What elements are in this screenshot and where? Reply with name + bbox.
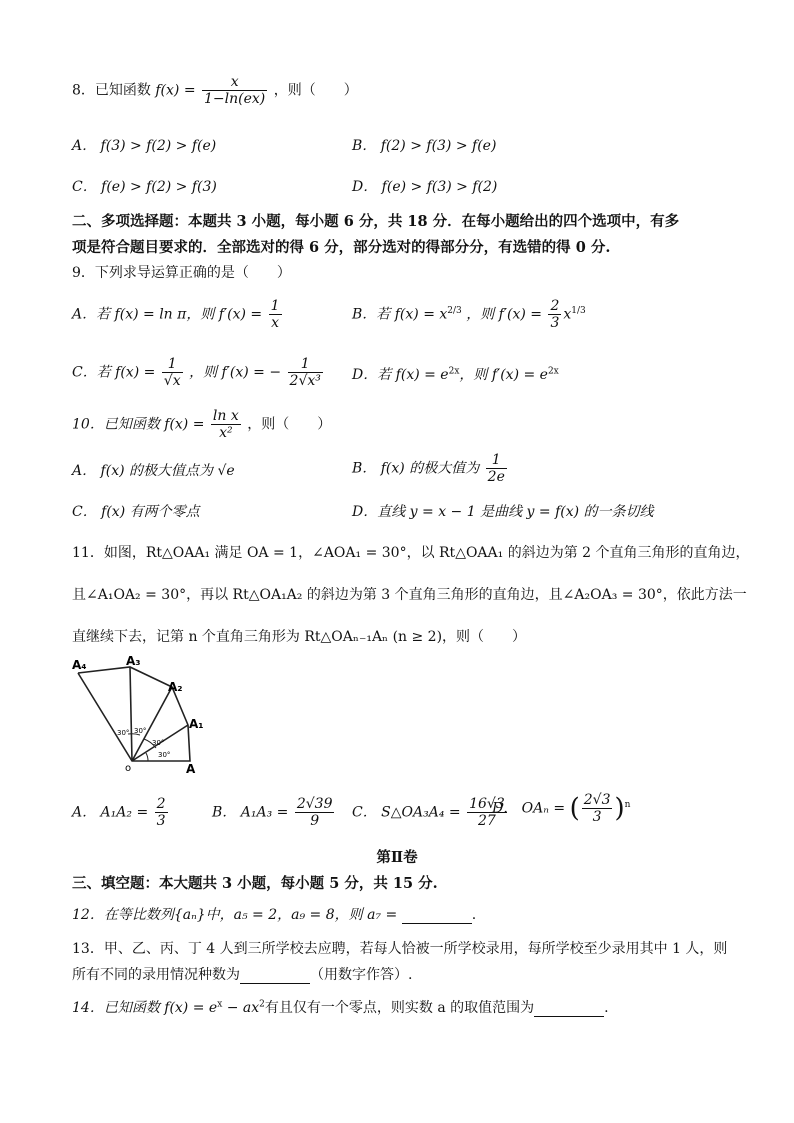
q11-d-text: D． OAₙ = [492, 800, 566, 817]
q11-c-den: 27 [477, 813, 496, 830]
q11-angle-3: 30° [152, 739, 165, 747]
q14 [72, 997, 609, 1017]
q11-c-num: 16√3 [469, 796, 505, 812]
q11-option-d [492, 792, 630, 825]
q11-label-o: o [125, 763, 132, 774]
q10-option-d: D．直线 y = x − 1 是曲线 y = f(x) 的一条切线 [352, 504, 654, 520]
q8-option-b: B． f(2) > f(3) > f(e) [352, 138, 497, 154]
q8-frac-den: 1−ln(ex) [204, 91, 266, 108]
q9-a-text: A．若 f(x) = ln π，则 f′(x) = [72, 306, 263, 323]
q11-figure [70, 655, 220, 775]
q10-option-c: C． f(x) 有两个零点 [72, 504, 200, 520]
q13-line1: 13．甲、乙、丙、丁 4 人到三所学校去应聘，若每人恰被一所学校录用，每所学校至少录用其中 1 人，则 [72, 941, 728, 957]
q8-frac-num: x [202, 74, 267, 91]
q10-frac-den: x² [219, 425, 233, 442]
q9-option-c [72, 356, 325, 389]
section2-line1: 二、多项选择题：本题共 3 小题，每小题 6 分，共 18 分．在每小题给出的四个选项中，有多 [72, 213, 680, 230]
q9-b-frac [548, 298, 561, 331]
q11-option-c [352, 796, 509, 829]
q11-b-num: 2√39 [296, 796, 333, 812]
q8-prefix: 8．已知函数 [72, 82, 151, 99]
q11-a-den: 3 [156, 813, 166, 830]
q14-post: 有且仅有一个零点，则实数 a 的取值范围为 [264, 1000, 535, 1016]
q11-line3: 直继续下去，记第 n 个直角三角形为 Rt△OAₙ₋₁Aₙ (n ≥ 2)，则（ ） [72, 629, 527, 645]
q11-line1: 11．如图，Rt△OAA₁ 满足 OA = 1，∠AOA₁ = 30°，以 Rt△OAA₁ 的斜边为第 2 个直角三角形的直角边， [72, 545, 750, 561]
q8-option-a: A． f(3) > f(2) > f(e) [72, 138, 217, 154]
q11-option-a [72, 796, 170, 829]
q11-d-paren-left: ( [569, 793, 580, 824]
q9-stem: 9．下列求导运算正确的是（ ） [72, 265, 291, 281]
q11-angle-2: 30° [134, 727, 147, 735]
q9-b-text: B．若 f(x) = x [352, 306, 448, 323]
q11-d-den: 3 [592, 809, 602, 826]
q9-c-mid: ，则 f′(x) = − [189, 364, 282, 381]
q10-b-frac [486, 452, 507, 485]
q9-b-num: 2 [550, 298, 560, 314]
q13-line2-pre: 所有不同的录用情况种数为 [72, 967, 240, 983]
section3-title: 三、填空题：本大题共 3 小题，每小题 5 分，共 15 分. [72, 875, 438, 892]
q13-line2-post: （用数字作答）. [310, 967, 413, 983]
q11-label-a2: A₂ [168, 680, 183, 694]
q11-b-frac [295, 796, 335, 829]
q13-line2 [72, 964, 412, 984]
q9-c-frac2 [288, 356, 323, 389]
q11-angle-1: 30° [117, 729, 130, 737]
q11-a-text: A． A₁A₂ = [72, 804, 149, 821]
q11-label-a4: A₄ [72, 658, 87, 672]
q10-b-text: B． f(x) 的极大值为 [352, 460, 480, 477]
q12-answer-blank[interactable] [402, 909, 472, 924]
q9-option-d [352, 364, 559, 384]
q14-pre: 14．已知函数 f(x) = e [72, 1000, 218, 1016]
q11-label-a3: A₃ [126, 655, 141, 668]
q9-a-num: 1 [270, 298, 280, 314]
q9-b-tail: x [563, 306, 572, 323]
q11-line2: 且∠A₁OA₂ = 30°，再以 Rt△OA₁A₂ 的斜边为第 3 个直角三角形的直角边，且∠A₂OA₃ = 30°，依此方法一 [72, 587, 747, 603]
q11-a-num: 2 [156, 796, 166, 812]
q14-end: . [604, 1000, 609, 1016]
q11-b-text: B． A₁A₃ = [212, 804, 289, 821]
q10-prefix: 10．已知函数 f(x) = [72, 416, 205, 433]
q9-c-num2: 1 [288, 356, 323, 373]
q11-option-b [212, 796, 336, 829]
q9-b-den: 3 [550, 315, 560, 332]
q14-exp2: 2 [259, 999, 265, 1010]
q9-c-num: 1 [162, 356, 183, 373]
q10-frac [211, 408, 241, 441]
q9-d-exp2: 2x [547, 366, 559, 377]
q11-d-frac [582, 792, 613, 825]
q11-a-frac [155, 796, 168, 829]
q11-b-den: 9 [310, 813, 320, 830]
q12 [72, 904, 476, 924]
q9-d-exp: 2x [448, 366, 460, 377]
q9-c-text: C．若 f(x) = [72, 364, 156, 381]
q12-text: 12．在等比数列{aₙ}中，a₅ = 2，a₉ = 8，则 a₇ = [72, 907, 398, 923]
q10-stem [72, 408, 331, 441]
q8-option-c: C． f(e) > f(2) > f(3) [72, 179, 217, 195]
q10-frac-num: ln x [212, 408, 239, 424]
q11-label-a: A [186, 762, 196, 775]
section2-line2: 项是符合题目要求的．全部选对的得 6 分，部分选对的得部分分，有选错的得 0 分. [72, 239, 611, 256]
q8-option-d: D． f(e) > f(3) > f(2) [352, 179, 498, 195]
q8-func: f(x) = [155, 82, 196, 99]
q9-b-tail-exp: 1/3 [571, 305, 586, 316]
q11-angle-4: 30° [158, 751, 171, 759]
q14-mid: − ax [222, 1000, 260, 1016]
q9-option-b [352, 298, 586, 331]
q9-a-den: x [271, 315, 280, 332]
q11-d-exp: n [624, 799, 631, 810]
q9-a-frac [269, 298, 282, 331]
part2-title: 第Ⅱ卷 [376, 849, 418, 866]
q9-d-text: D．若 f(x) = e [352, 367, 449, 383]
q9-c-frac [162, 356, 183, 389]
q14-exp1: x [217, 999, 223, 1010]
q9-b-exp: 2/3 [447, 305, 462, 316]
q13-answer-blank[interactable] [240, 969, 310, 984]
q12-end: . [471, 907, 477, 923]
q11-c-text: C． S△OA₃A₄ = [352, 804, 461, 821]
q14-answer-blank[interactable] [534, 1002, 604, 1017]
q11-d-num: 2√3 [583, 792, 611, 808]
q10-b-num: 1 [486, 452, 507, 469]
q8-fraction [202, 74, 267, 107]
q9-c-den2: 2√x³ [289, 373, 321, 390]
q9-b-mid: ，则 f′(x) = [466, 306, 543, 323]
q11-label-a1: A₁ [189, 717, 204, 731]
q9-c-den: √x [163, 373, 181, 390]
q10-b-den: 2e [487, 469, 505, 486]
q9-d-mid: ，则 f′(x) = e [459, 367, 548, 383]
q10-option-a: A． f(x) 的极大值点为 √e [72, 463, 235, 479]
q10-suffix: ，则（ ） [247, 416, 332, 433]
q11-d-paren-right: ) [614, 793, 625, 824]
q10-option-b [352, 452, 509, 485]
q9-option-a [72, 298, 284, 331]
q8-suffix: ，则（ ） [273, 82, 358, 99]
q8-stem [72, 74, 358, 107]
